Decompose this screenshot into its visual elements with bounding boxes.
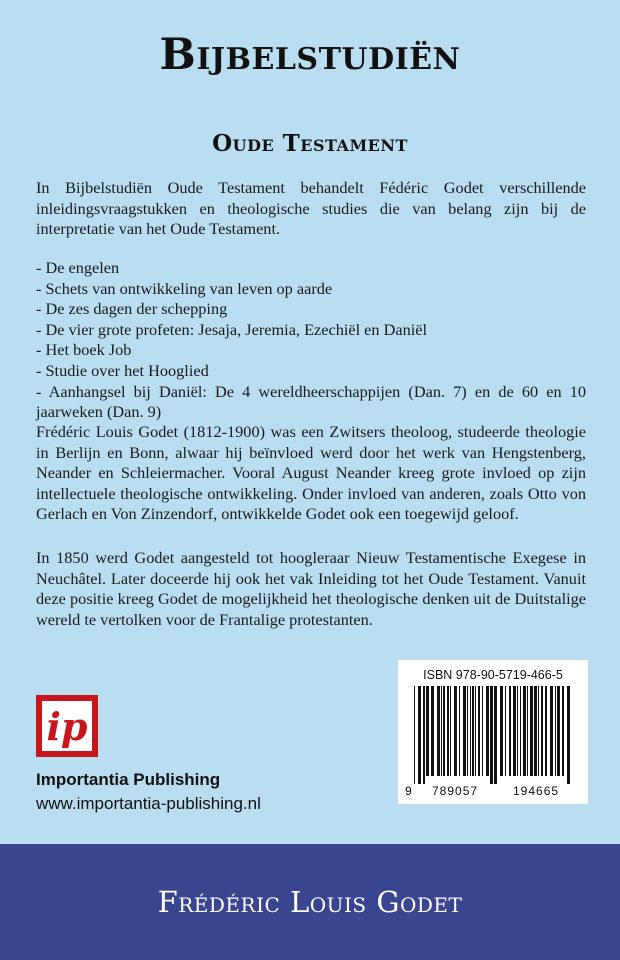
- publisher-logo-letters: ip: [46, 704, 88, 749]
- topic-item: - Schets van ontwikkeling van leven op aarde: [36, 278, 333, 298]
- publisher-logo-icon: [36, 695, 98, 757]
- isbn-label: ISBN 978-90-5719-466-5: [423, 668, 563, 682]
- intro-paragraph: In Bijbelstudiën Oude Testament behandelt Fédéric Godet verschillende inleidingsvraagstukken en theologische studies die van belang zijn bij de interpretatie van het Oude Testament.: [36, 178, 586, 239]
- barcode-icon: [412, 686, 574, 784]
- publisher-name: Importantia Publishing: [36, 770, 221, 789]
- author-bio-paragraph: Frédéric Louis Godet (1812-1900) was een Zwitsers theoloog, studeerde theologie in Berlijn en Bonn, alwaar hij beïnvloed werd door het werk van Hengstenberg, Neander en Schleiermacher. Vooral August Neander kreeg grote invloed op zijn intellectuele theologische ontwikkeling. Onder invloed van anderen, zoals Otto von Gerlach en Von Zinzendorf, ontwikkelde Godet ook een toegewijd geloof.: [36, 422, 586, 524]
- topic-item: - De vier grote profeten: Jesaja, Jeremia, Ezechiël en Daniël: [36, 319, 428, 339]
- barcode-digit-first: 9: [405, 784, 412, 798]
- barcode-digits-right: 194665: [513, 784, 560, 798]
- isbn-barcode-box: [398, 660, 588, 804]
- topic-item: - De zes dagen der schepping: [36, 299, 228, 319]
- author-name: Frédéric Louis Godet: [157, 885, 463, 919]
- book-title: Bijbelstudiën: [159, 30, 461, 80]
- barcode-digits-left: 789057: [432, 784, 479, 798]
- topic-list: [36, 258, 586, 423]
- topic-item: - Het boek Job: [36, 340, 132, 360]
- topic-item: - Aanhangsel bij Daniël: De 4 wereldheerschappijen (Dan. 7) en de 60 en 10 jaarweken (Dan. 9): [36, 381, 586, 422]
- publisher-url[interactable]: www.importantia-publishing.nl: [36, 794, 261, 813]
- book-subtitle: Oude Testament: [212, 130, 408, 157]
- topic-item: - Studie over het Hooglied: [36, 360, 209, 380]
- author-banner: [0, 844, 620, 960]
- topic-item: - De engelen: [36, 258, 120, 277]
- author-career-paragraph: In 1850 werd Godet aangesteld tot hoogleraar Nieuw Testamentische Exegese in Neuchâtel. Later doceerde hij ook het vak Inleiding tot het Oude Testament. Vanuit deze positie kreeg Godet de mogelijkheid het theologische denken uit de Duitstalige wereld te vertolken voor de Frantalige protestanten.: [36, 548, 586, 629]
